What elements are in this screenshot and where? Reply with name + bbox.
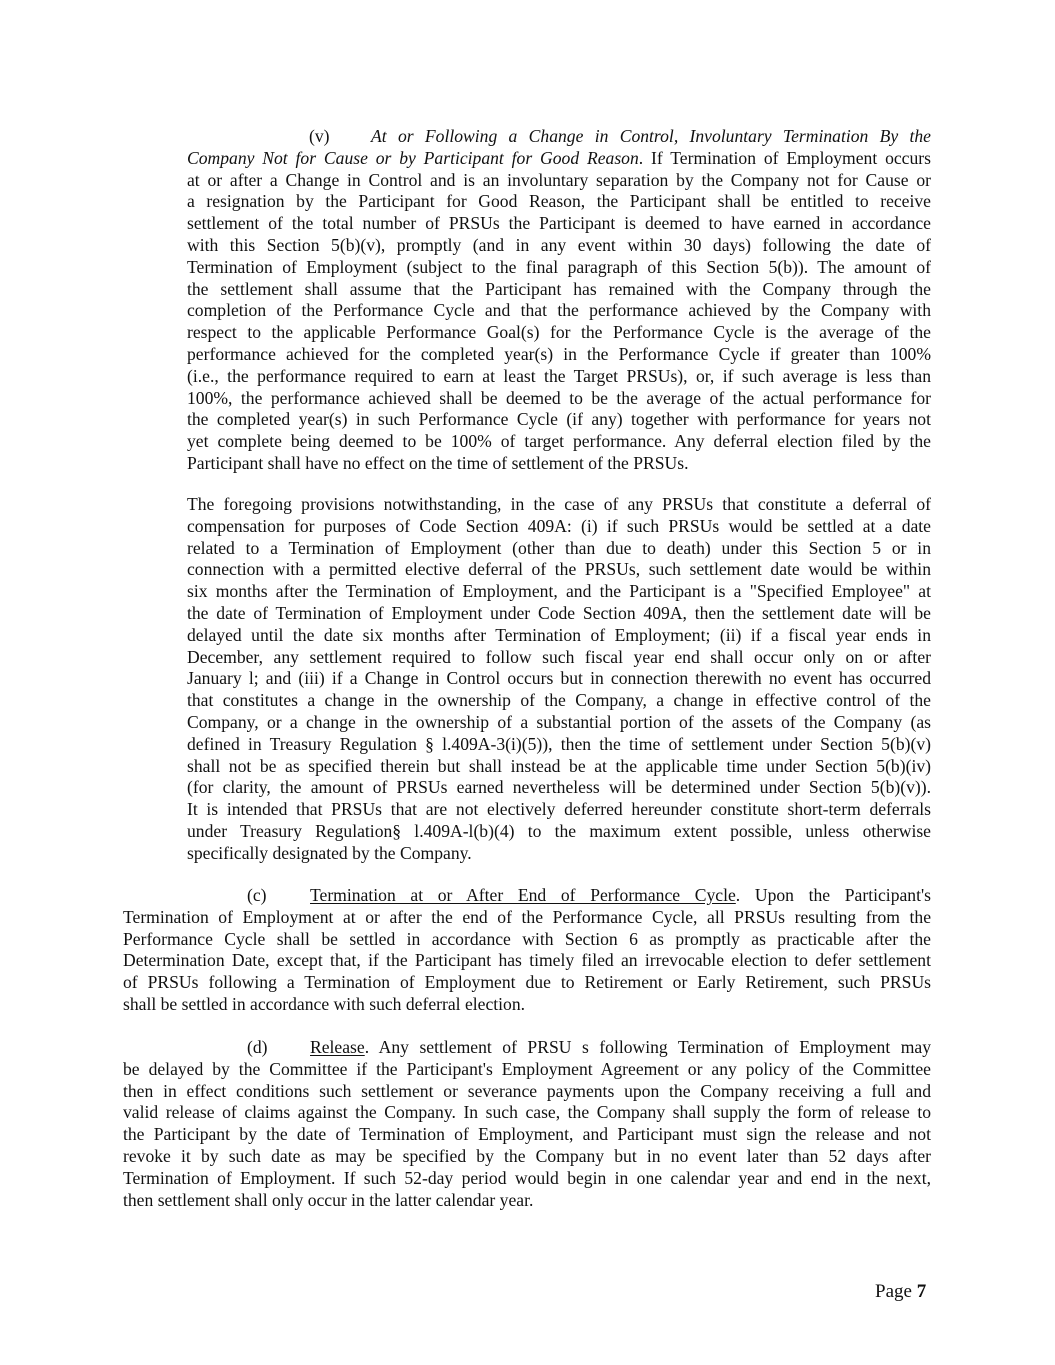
- text-line: Company, or a change in the ownership of a substantial portion of the assets of the Company (as: [187, 711, 931, 732]
- text-line: six months after the Termination of Employment, and the Participant is a "Specified Employee" at: [187, 581, 931, 602]
- section-c-paragraph: [123, 885, 931, 1016]
- text-line: (for clarity, the amount of PRSUs earned nevertheless will be determined under Section 5(b)(v)).: [187, 777, 931, 798]
- text-line: under Treasury Regulation§ l.409A-l(b)(4) to the maximum extent possible, unless otherwise: [187, 820, 931, 841]
- text-span: . Upon the Participant's: [735, 885, 931, 905]
- text-line: compensation for purposes of Code Section 409A: (i) if such PRSUs would be settled at a date: [187, 515, 931, 536]
- section-v-number: (v): [309, 126, 330, 146]
- text-line: Determination Date, except that, if the Participant has timely filed an irrevocable election to defer settlement: [123, 950, 931, 971]
- text-line: delayed until the date six months after Termination of Employment; (ii) if a fiscal year ends in: [187, 624, 931, 645]
- section-c-heading: Termination at or After End of Performance Cycle: [310, 885, 736, 905]
- text-line: the Participant by the date of Termination of Employment, and Participant must sign the release and not: [123, 1124, 931, 1145]
- section-d-heading: Release: [310, 1037, 365, 1057]
- section-c-number: (c): [247, 885, 267, 905]
- text-line: connection with a permitted elective deferral of the PRSUs, such settlement date would be within: [187, 559, 931, 580]
- page-number: [875, 1281, 926, 1303]
- text-line: revoke it by such date as may be specified by the Company but in no event later than 52 days after: [123, 1145, 931, 1166]
- text-line: valid release of claims against the Company. In such case, the Company shall supply the form of release to: [123, 1102, 931, 1123]
- section-d-number: (d): [247, 1037, 268, 1057]
- text-line: performance achieved for the completed year(s) in the Performance Cycle if greater than 100%: [187, 343, 931, 364]
- text-line: related to a Termination of Employment (other than due to death) under this Section 5 or in: [187, 537, 931, 558]
- section-v-heading-part2: Company Not for Cause or by Participant for Good Reason: [187, 147, 639, 168]
- foregoing-provisions-paragraph: [187, 494, 931, 865]
- text-line: January l; and (iii) if a Change in Control occurs but in connection therewith no event has occurred: [187, 668, 931, 689]
- text-line: Termination of Employment at or after the end of the Performance Cycle, all PRSUs resulting from the: [123, 906, 931, 927]
- text-line: the completed year(s) in such Performance Cycle (if any) together with performance for years not: [187, 409, 931, 430]
- text-line: defined in Treasury Regulation § l.409A-3(i)(5)), then the time of settlement under Section 5(b)(v): [187, 733, 931, 754]
- text-line: yet complete being deemed to be 100% of target performance. Any deferral election filed by the: [187, 431, 931, 452]
- section-d-paragraph: [123, 1037, 931, 1211]
- text-line: Performance Cycle shall be settled in accordance with Section 6 as promptly as practicable after the: [123, 928, 931, 949]
- text-line: Participant shall have no effect on the time of settlement of the PRSUs.: [187, 452, 689, 473]
- text-line: respect to the applicable Performance Goal(s) for the Performance Cycle is the average of the: [187, 322, 931, 343]
- text-line: of PRSUs following a Termination of Employment due to Retirement or Early Retirement, such PRSUs: [123, 972, 931, 993]
- text-line: with this Section 5(b)(v), promptly (and in any event within 30 days) following the date of: [187, 234, 931, 255]
- text-line: December, any settlement required to follow such fiscal year end shall occur only on or after: [187, 646, 931, 667]
- text-line: completion of the Performance Cycle and that the performance achieved by the Company with: [187, 300, 931, 321]
- text-line: Termination of Employment. If such 52-day period would begin in one calendar year and end in the next,: [123, 1167, 931, 1188]
- text-line: that constitutes a change in the ownership of the Company, a change in effective control of the: [187, 690, 931, 711]
- text-span: . Any settlement of PRSU s following Termination of Employment may: [364, 1037, 931, 1057]
- text-line: the settlement shall assume that the Participant has remained with the Company through the: [187, 278, 931, 299]
- section-v-heading-part1: At or Following a Change in Control, Involuntary Termination By the: [371, 126, 931, 146]
- section-v-heading-line: [187, 126, 931, 148]
- text-line: settlement of the total number of PRSUs the Participant is deemed to have earned in accordance: [187, 213, 931, 234]
- text-line: at or after a Change in Control and is an involuntary separation by the Company not for Cause or: [187, 169, 931, 190]
- text-span: . If Termination of Employment occurs: [638, 147, 931, 168]
- text-line: specifically designated by the Company.: [187, 842, 472, 863]
- text-line: It is intended that PRSUs that are not electively deferred hereunder constitute short-term deferrals: [187, 799, 931, 820]
- text-line: a resignation by the Participant for Good Reason, the Participant shall be entitled to receive: [187, 191, 931, 212]
- text-line: then settlement shall only occur in the latter calendar year.: [123, 1189, 534, 1210]
- section-v-paragraph: [187, 126, 931, 475]
- text-line: be delayed by the Committee if the Participant's Employment Agreement or any policy of the Committee: [123, 1058, 931, 1079]
- text-line: shall be settled in accordance with such deferral election.: [123, 993, 526, 1014]
- text-line: then in effect conditions such settlement or severance payments upon the Company receiving a full and: [123, 1080, 931, 1101]
- text-line: Termination of Employment (subject to the final paragraph of this Section 5(b)). The amount of: [187, 256, 931, 277]
- text-line: The foregoing provisions notwithstanding, in the case of any PRSUs that constitute a deferral of: [187, 494, 931, 514]
- text-line: (i.e., the performance required to earn at least the Target PRSUs), or, if such average is less than: [187, 365, 931, 386]
- section-d-heading-line: [123, 1037, 931, 1059]
- page-number-value: 7: [916, 1281, 927, 1302]
- text-line: the date of Termination of Employment under Code Section 409A, then the settlement date will be: [187, 602, 931, 623]
- text-line: [187, 148, 931, 170]
- section-c-heading-line: [123, 885, 931, 907]
- page-label: Page: [875, 1281, 912, 1302]
- text-line: 100%, the performance achieved shall be deemed to be the average of the actual performance for: [187, 387, 931, 408]
- text-line: shall not be as specified therein but shall instead be at the applicable time under Section 5(b)(iv): [187, 755, 931, 776]
